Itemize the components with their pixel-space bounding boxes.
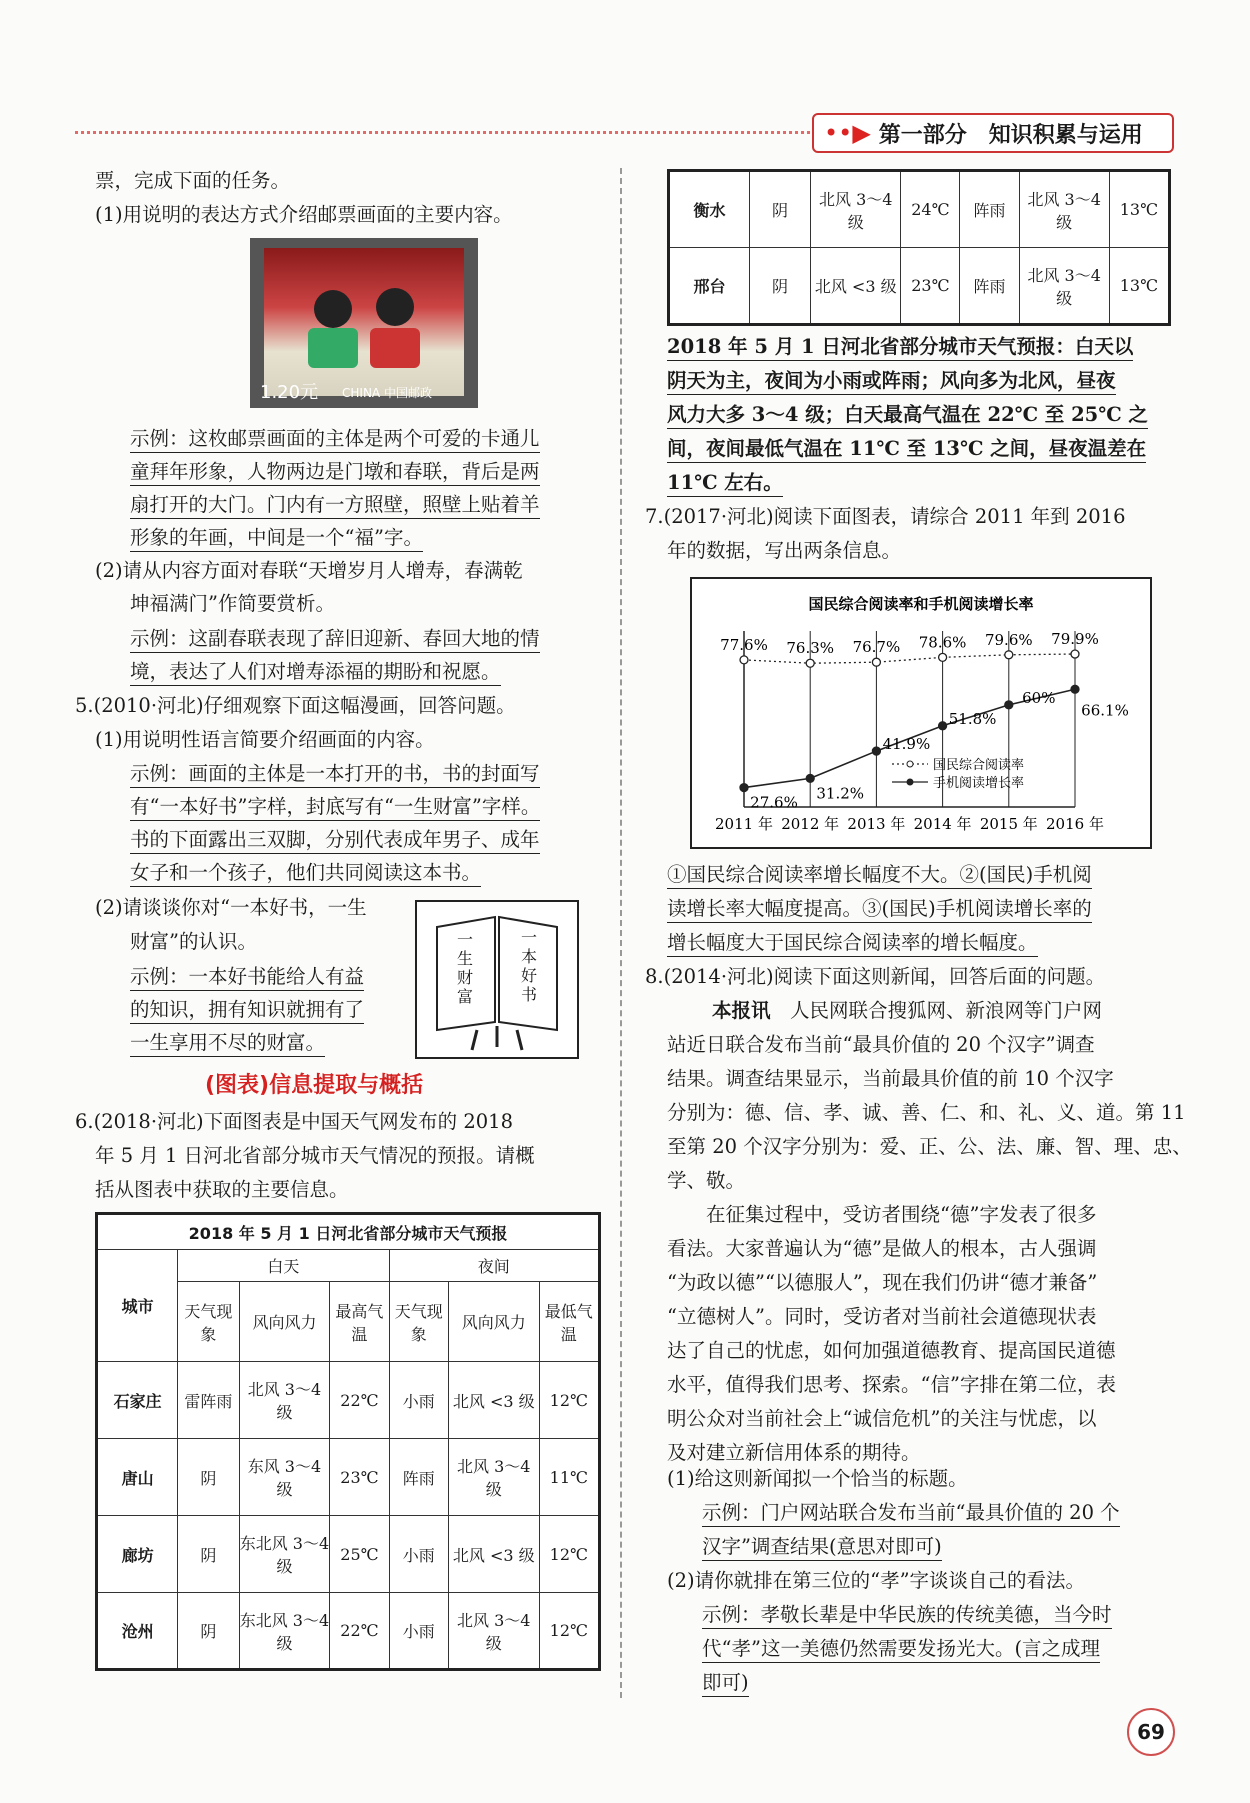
cell: 东北风 3～4 级 xyxy=(239,1516,330,1593)
answer-line: 境，表达了人们对增寿添福的期盼和祝愿。 xyxy=(130,659,501,686)
cell: 北风 <3 级 xyxy=(448,1516,539,1593)
data-label: 31.2% xyxy=(816,784,865,803)
cell: 沧州 xyxy=(97,1593,178,1670)
news-line: “为政以德”“以德服人”，现在我们仍讲“德才兼备” xyxy=(667,1271,1098,1294)
news-text: 人民网联合搜狐网、新浪网等门户网 xyxy=(770,999,1103,1022)
cell: 衡水 xyxy=(669,171,750,248)
answer-line: 增长幅度大于国民综合阅读率的增长幅度。 xyxy=(667,930,1038,957)
cell: 阴 xyxy=(749,248,810,325)
col-header: 天气现象 xyxy=(389,1282,448,1362)
question-8-1: (1)给这则新闻拟一个恰当的标题。 xyxy=(667,1467,968,1490)
news-line: 水平，值得我们思考、探索。“信”字排在第二位，表 xyxy=(667,1373,1116,1396)
col-header: 风向风力 xyxy=(448,1282,539,1362)
data-label: 27.6% xyxy=(750,793,798,812)
header-night: 夜间 xyxy=(389,1250,599,1282)
question-6-cont: 括从图表中获取的主要信息。 xyxy=(95,1178,349,1201)
answer-line: 形象的年画，中间是一个“福”字。 xyxy=(130,525,423,552)
answer-line: 2018 年 5 月 1 日河北省部分城市天气预报：白天以 xyxy=(667,334,1133,361)
question-8: 8.(2014·河北)阅读下面这则新闻，回答后面的问题。 xyxy=(645,965,1106,988)
chart-svg xyxy=(692,579,1150,847)
question-6: 6.(2018·河北)下面图表是中国天气网发布的 2018 xyxy=(75,1110,513,1133)
x-tick-label: 2013 年 xyxy=(847,815,906,833)
weather-table xyxy=(95,1212,601,1671)
cell: 邢台 xyxy=(669,248,750,325)
legend-marker xyxy=(907,779,913,785)
cell: 阴 xyxy=(178,1516,239,1593)
news-line: 看法。大家普遍认为“德”是做人的根本，古人强调 xyxy=(667,1237,1097,1260)
cell: 唐山 xyxy=(97,1439,178,1516)
x-tick-label: 2011 年 xyxy=(715,815,773,833)
data-label: 79.6% xyxy=(984,630,1033,649)
comic-right-text: 一本好书 xyxy=(521,928,538,1004)
answer-line: 示例：这副春联表现了辞旧迎新、春回大地的情 xyxy=(130,626,540,653)
stamp-image xyxy=(250,238,478,408)
news-first-line xyxy=(712,998,1102,1024)
cell: 22℃ xyxy=(330,1593,389,1670)
answer-line: 女子和一个孩子，他们共同阅读这本书。 xyxy=(130,860,481,887)
legend-label: 手机阅读增长率 xyxy=(933,776,1025,791)
news-line: 分别为：德、信、孝、诚、善、仁、和、礼、义、道。第 11 xyxy=(667,1101,1186,1124)
question-8-2: (2)请你就排在第三位的“孝”字谈谈自己的看法。 xyxy=(667,1569,1086,1592)
header-title: 第一部分 知识积累与运用 xyxy=(878,122,1143,148)
arrow-icon: ••▶ xyxy=(824,119,871,147)
question-7: 7.(2017·河北)阅读下面图表，请综合 2011 年到 2016 xyxy=(645,505,1126,528)
col-header: 最低气温 xyxy=(539,1282,599,1362)
cell: 阴 xyxy=(178,1593,239,1670)
cell: 北风 <3 级 xyxy=(811,248,901,325)
section-header xyxy=(812,113,1174,153)
cell: 石家庄 xyxy=(97,1362,178,1439)
header-day: 白天 xyxy=(178,1250,389,1282)
data-point xyxy=(872,658,880,666)
answer-line: 示例：孝敬长辈是中华民族的传统美德，当今时 xyxy=(702,1602,1112,1629)
stamp-value: 1.20元 xyxy=(260,382,319,403)
cell: 小雨 xyxy=(389,1593,448,1670)
answer-line: 风力大多 3～4 级；白天最高气温在 22℃ 至 25℃ 之 xyxy=(667,402,1148,429)
cartoon-boy-head xyxy=(314,290,352,328)
data-label: 76.7% xyxy=(852,638,901,657)
data-point xyxy=(806,774,814,782)
data-point xyxy=(1005,651,1013,659)
intro-text: 票，完成下面的任务。 xyxy=(95,169,291,192)
cell: 13℃ xyxy=(1109,171,1169,248)
data-label: 77.6% xyxy=(720,635,768,654)
news-line: 达了自己的忧虑，如何加强道德教育、提高国民道德 xyxy=(667,1339,1116,1362)
cell: 北风 3～4 级 xyxy=(448,1439,539,1516)
feet-adult xyxy=(517,1030,522,1050)
cell: 23℃ xyxy=(901,248,960,325)
legend-label: 国民综合阅读率 xyxy=(933,758,1025,773)
header-city: 城市 xyxy=(97,1250,178,1362)
header-dotted-line xyxy=(75,131,810,134)
column-divider xyxy=(620,168,622,1698)
stamp-country: CHINA 中国邮政 xyxy=(342,386,432,400)
data-label: 66.1% xyxy=(1081,701,1129,720)
cell: 12℃ xyxy=(539,1593,599,1670)
data-point xyxy=(740,784,748,792)
data-point xyxy=(740,656,748,664)
news-line: “立德树人”。同时，受访者对当前社会道德现状表 xyxy=(667,1305,1097,1328)
x-tick-label: 2016 年 xyxy=(1046,815,1104,833)
news-line: 学、敬。 xyxy=(667,1169,746,1192)
cartoon-boy-body xyxy=(308,328,358,368)
answer-line: 扇打开的大门。门内有一方照壁，照壁上贴着羊 xyxy=(130,492,540,519)
answer-line: 书的下面露出三双脚，分别代表成年男子、成年 xyxy=(130,827,540,854)
question-stamp-2: (2)请从内容方面对春联“天增岁月人增寿，春满乾 xyxy=(95,559,523,582)
answer-line: 代“孝”这一美德仍然需要发扬光大。(言之成理 xyxy=(702,1636,1100,1663)
question-stamp-2-cont: 坤福满门”作简要赏析。 xyxy=(130,592,335,615)
data-point xyxy=(1005,701,1013,709)
data-label: 60% xyxy=(1022,688,1056,707)
table-row xyxy=(97,1362,600,1439)
cell: 阴 xyxy=(749,171,810,248)
cell: 12℃ xyxy=(539,1516,599,1593)
feet-adult xyxy=(472,1030,477,1050)
table-row xyxy=(97,1516,600,1593)
cell: 北风 3～4 级 xyxy=(1019,171,1109,248)
news-line: 及对建立新信用体系的期待。 xyxy=(667,1441,921,1464)
cell: 25℃ xyxy=(330,1516,389,1593)
reading-rate-chart xyxy=(690,577,1152,849)
cell: 13℃ xyxy=(1109,248,1169,325)
data-point xyxy=(806,659,814,667)
news-lead: 本报讯 xyxy=(712,999,771,1022)
cell: 阴 xyxy=(178,1439,239,1516)
cell: 廊坊 xyxy=(97,1516,178,1593)
answer-line: 读增长率大幅度提高。③(国民)手机阅读增长率的 xyxy=(667,896,1092,923)
table-row xyxy=(97,1593,600,1670)
data-label: 76.3% xyxy=(786,639,835,658)
cell: 12℃ xyxy=(539,1362,599,1439)
col-header: 天气现象 xyxy=(178,1282,239,1362)
data-point xyxy=(939,653,947,661)
answer-line: ①国民综合阅读率增长幅度不大。②(国民)手机阅 xyxy=(667,862,1092,889)
chart-title: 国民综合阅读率和手机阅读增长率 xyxy=(808,595,1034,613)
table-row xyxy=(669,248,1170,325)
page-number: 69 xyxy=(1127,1708,1175,1756)
answer-line: 间，夜间最低气温在 11℃ 至 13℃ 之间，昼夜温差在 xyxy=(667,436,1146,463)
cell: 阵雨 xyxy=(960,171,1019,248)
answer-line: 阴天为主，夜间为小雨或阵雨；风向多为北风，昼夜 xyxy=(667,368,1116,395)
cell: 阵雨 xyxy=(960,248,1019,325)
cell: 北风 3～4 级 xyxy=(811,171,901,248)
answer-line: 示例：画面的主体是一本打开的书，书的封面写 xyxy=(130,761,540,788)
cell: 23℃ xyxy=(330,1439,389,1516)
cartoon-girl-head xyxy=(376,288,414,326)
cell: 11℃ xyxy=(539,1439,599,1516)
question-5: 5.(2010·河北)仔细观察下面这幅漫画，回答问题。 xyxy=(75,694,516,717)
cell: 北风 3～4 级 xyxy=(1019,248,1109,325)
x-tick-label: 2015 年 xyxy=(979,815,1038,833)
col-header: 风向风力 xyxy=(239,1282,330,1362)
data-label: 41.9% xyxy=(882,735,931,754)
question-5-2: (2)请谈谈你对“一本好书，一生 xyxy=(95,896,367,919)
comic-drawing xyxy=(417,902,577,1057)
cell: 东风 3～4 级 xyxy=(239,1439,330,1516)
news-line: 明公众对当前社会上“诚信危机”的关注与忧虑，以 xyxy=(667,1407,1097,1430)
legend-marker xyxy=(907,761,913,767)
question-7-cont: 年的数据，写出两条信息。 xyxy=(667,539,902,562)
stamp-picture xyxy=(264,248,464,396)
data-label: 51.8% xyxy=(948,709,997,728)
x-tick-label: 2012 年 xyxy=(781,815,840,833)
answer-line: 即可) xyxy=(702,1670,749,1697)
answer-line: 有“一本好书”字样，封底写有“一生财富”字样。 xyxy=(130,794,540,821)
answer-line: 示例：门户网站联合发布当前“最具价值的 20 个 xyxy=(702,1500,1120,1527)
answer-line: 的知识，拥有知识就拥有了 xyxy=(130,997,364,1024)
question-5-2-cont: 财富”的认识。 xyxy=(130,930,257,953)
cell: 阵雨 xyxy=(389,1439,448,1516)
answer-line: 11℃ 左右。 xyxy=(667,470,783,497)
answer-line: 示例：这枚邮票画面的主体是两个可爱的卡通儿 xyxy=(130,426,540,453)
answer-line: 汉字”调查结果(意思对即可) xyxy=(702,1534,942,1561)
comic-left-text: 一生财富 xyxy=(457,930,474,1006)
weather-table-continued xyxy=(667,169,1171,326)
data-point xyxy=(939,722,947,730)
comic-book-image xyxy=(415,900,579,1059)
table-caption: 2018 年 5 月 1 日河北省部分城市天气预报 xyxy=(97,1214,600,1250)
cartoon-girl-body xyxy=(370,328,420,368)
table-row xyxy=(669,171,1170,248)
news-line: 至第 20 个汉字分别为：爱、正、公、法、廉、智、理、忠、 xyxy=(667,1135,1192,1158)
data-label: 79.9% xyxy=(1051,630,1099,649)
data-point xyxy=(1071,685,1079,693)
col-header: 最高气温 xyxy=(330,1282,389,1362)
cell: 小雨 xyxy=(389,1362,448,1439)
cell: 北风 <3 级 xyxy=(448,1362,539,1439)
x-tick-label: 2014 年 xyxy=(913,815,972,833)
news-line: 在征集过程中，受访者围绕“德”字发表了很多 xyxy=(667,1203,1097,1226)
question-6-cont: 年 5 月 1 日河北省部分城市天气情况的预报。请概 xyxy=(95,1144,535,1167)
cell: 22℃ xyxy=(330,1362,389,1439)
cell: 小雨 xyxy=(389,1516,448,1593)
data-label: 78.6% xyxy=(918,633,967,652)
question-stamp-1: (1)用说明的表达方式介绍邮票画面的主要内容。 xyxy=(95,203,513,226)
cell: 北风 3～4 级 xyxy=(239,1362,330,1439)
news-line: 站近日联合发布当前“最具价值的 20 个汉字”调查 xyxy=(667,1033,1095,1056)
data-point xyxy=(1071,650,1079,658)
cell: 北风 3～4 级 xyxy=(448,1593,539,1670)
answer-line: 童拜年形象，人物两边是门墩和春联，背后是两 xyxy=(130,459,540,486)
answer-line: 示例：一本好书能给人有益 xyxy=(130,964,364,991)
cell: 雷阵雨 xyxy=(178,1362,239,1439)
news-line: 结果。调查结果显示，当前最具价值的前 10 个汉字 xyxy=(667,1067,1114,1090)
data-point xyxy=(872,747,880,755)
answer-line: 一生享用不尽的财富。 xyxy=(130,1030,325,1057)
table-row xyxy=(97,1439,600,1516)
cell: 东北风 3～4 级 xyxy=(239,1593,330,1670)
question-5-1: (1)用说明性语言简要介绍画面的内容。 xyxy=(95,728,435,751)
cell: 24℃ xyxy=(901,171,960,248)
section-title: (图表)信息提取与概括 xyxy=(205,1073,424,1098)
